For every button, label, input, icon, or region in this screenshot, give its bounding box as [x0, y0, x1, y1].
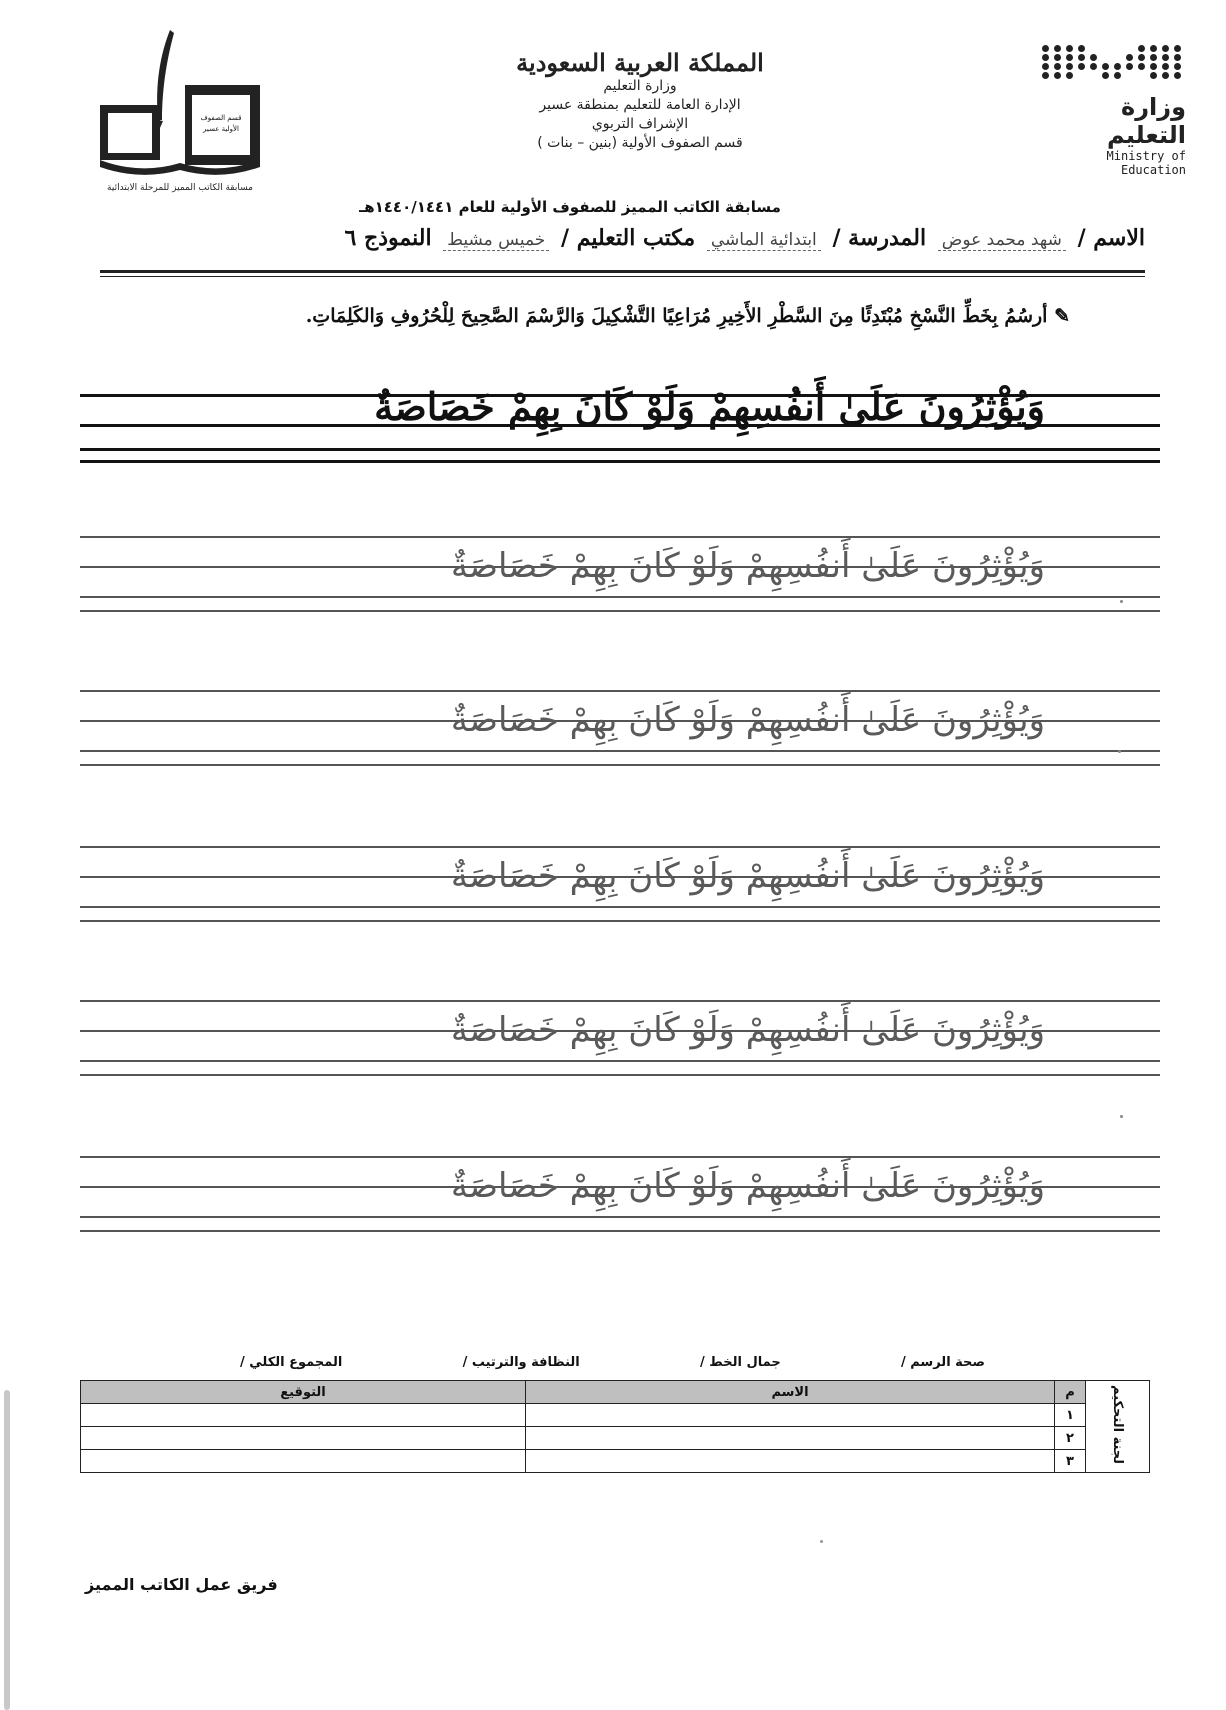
margin-dot — [1118, 750, 1121, 753]
table-row — [81, 1427, 1150, 1450]
criteria-neatness: النظافة والترتيب / — [462, 1355, 580, 1370]
header-center — [470, 48, 810, 153]
margin-dot — [1120, 600, 1123, 603]
signature-cell[interactable] — [81, 1450, 526, 1473]
book-text: قسم الصفوف الأولية عسير — [200, 114, 242, 133]
name-cell[interactable] — [526, 1450, 1055, 1473]
criteria-total: المجموع الكلي / — [240, 1355, 343, 1370]
name-cell[interactable] — [526, 1427, 1055, 1450]
signature-cell[interactable] — [81, 1427, 526, 1450]
directorate-line: الإدارة العامة للتعليم بمنطقة عسير — [539, 97, 741, 113]
row-number: ٢ — [1055, 1427, 1086, 1450]
student-info — [100, 225, 1145, 259]
col-name: الاسم — [526, 1381, 1055, 1404]
practice-line-5 — [80, 1128, 1160, 1238]
footer-team: فريق عمل الكاتب المميز — [85, 1575, 278, 1594]
instruction — [150, 305, 1070, 327]
department-line: قسم الصفوف الأولية (بنين – بنات ) — [537, 135, 743, 151]
ministry-logo-arabic: وزارة التعليم — [1107, 93, 1186, 149]
ministry-line: وزارة التعليم — [603, 78, 677, 94]
signature-cell[interactable] — [81, 1404, 526, 1427]
pencil-icon: ✎ — [1054, 305, 1070, 327]
contest-logo — [100, 25, 260, 195]
committee-side-label: لجنة التحكيم — [1086, 1381, 1150, 1473]
instruction-text: أرسُمُ بِخَطِّ النَّسْخِ مُبْتَدِئًا مِنَ السَّطْرِ الأَخِيرِ مُرَاعِيًا التَّشْكِيلَ وَالرَّسْمَ الصَّحِيحَ لِلْحُرُوفِ وَالكَلِمَاتِ. — [305, 305, 1048, 327]
header-divider-thin — [100, 276, 1145, 277]
header-divider — [100, 270, 1145, 273]
row-number: ١ — [1055, 1404, 1086, 1427]
dots-pattern-icon — [1042, 45, 1186, 79]
office-label: مكتب التعليم / — [561, 225, 696, 251]
school-value: ابتدائية الماشي — [707, 230, 821, 251]
criteria-handwriting: جمال الخط / — [700, 1355, 781, 1370]
school-label: المدرسة / — [832, 225, 927, 251]
margin-dot — [1120, 1115, 1123, 1118]
name-cell[interactable] — [526, 1404, 1055, 1427]
col-num: م — [1055, 1381, 1086, 1404]
stray-dot — [820, 1540, 823, 1543]
practice-line-2 — [80, 662, 1160, 772]
practice-line-1 — [80, 508, 1160, 618]
name-label: الاسم / — [1077, 225, 1145, 251]
handwritten-line: وَيُؤْثِرُونَ عَلَىٰ أَنفُسِهِمْ وَلَوْ كَانَ بِهِمْ خَصَاصَةٌ — [450, 1010, 1045, 1050]
model-label: النموذج ٦ — [344, 225, 432, 251]
kingdom-title: المملكة العربية السعودية — [516, 48, 764, 77]
practice-line-3 — [80, 818, 1160, 928]
handwritten-line: وَيُؤْثِرُونَ عَلَىٰ أَنفُسِهِمْ وَلَوْ كَانَ بِهِمْ خَصَاصَةٌ — [450, 856, 1045, 896]
handwritten-line: وَيُؤْثِرُونَ عَلَىٰ أَنفُسِهِمْ وَلَوْ كَانَ بِهِمْ خَصَاصَةٌ — [450, 1166, 1045, 1206]
criteria-spelling: صحة الرسم / — [900, 1355, 985, 1370]
contest-logo-caption: مسابقة الكاتب المميز للمرحلة الابتدائية — [107, 183, 253, 193]
office-value: خميس مشيط — [443, 230, 549, 251]
committee-table — [80, 1380, 1150, 1473]
model-line — [80, 362, 1160, 472]
model-sentence: وَيُؤْثِرُونَ عَلَىٰ أَنفُسِهِمْ وَلَوْ كَانَ بِهِمْ خَصَاصَةٌ — [374, 384, 1045, 429]
book-quill-icon — [100, 25, 260, 175]
row-number: ٣ — [1055, 1450, 1086, 1473]
supervision-line: الإشراف التربوي — [591, 116, 689, 132]
name-value: شهد محمد عوض — [938, 230, 1066, 251]
scoring-criteria — [240, 1355, 985, 1370]
ministry-logo — [1036, 45, 1186, 175]
contest-title: مسابقة الكاتب المميز للصفوف الأولية للعام ١٤٤٠/١٤٤١هـ — [359, 198, 781, 216]
handwritten-line: وَيُؤْثِرُونَ عَلَىٰ أَنفُسِهِمْ وَلَوْ كَانَ بِهِمْ خَصَاصَةٌ — [450, 546, 1045, 586]
ministry-logo-english: Ministry of Education — [1106, 149, 1186, 177]
table-row — [81, 1450, 1150, 1473]
scrollbar[interactable] — [4, 1390, 10, 1710]
practice-line-4 — [80, 972, 1160, 1082]
col-signature: التوقيع — [81, 1381, 526, 1404]
table-row — [81, 1404, 1150, 1427]
handwritten-line: وَيُؤْثِرُونَ عَلَىٰ أَنفُسِهِمْ وَلَوْ كَانَ بِهِمْ خَصَاصَةٌ — [450, 700, 1045, 740]
